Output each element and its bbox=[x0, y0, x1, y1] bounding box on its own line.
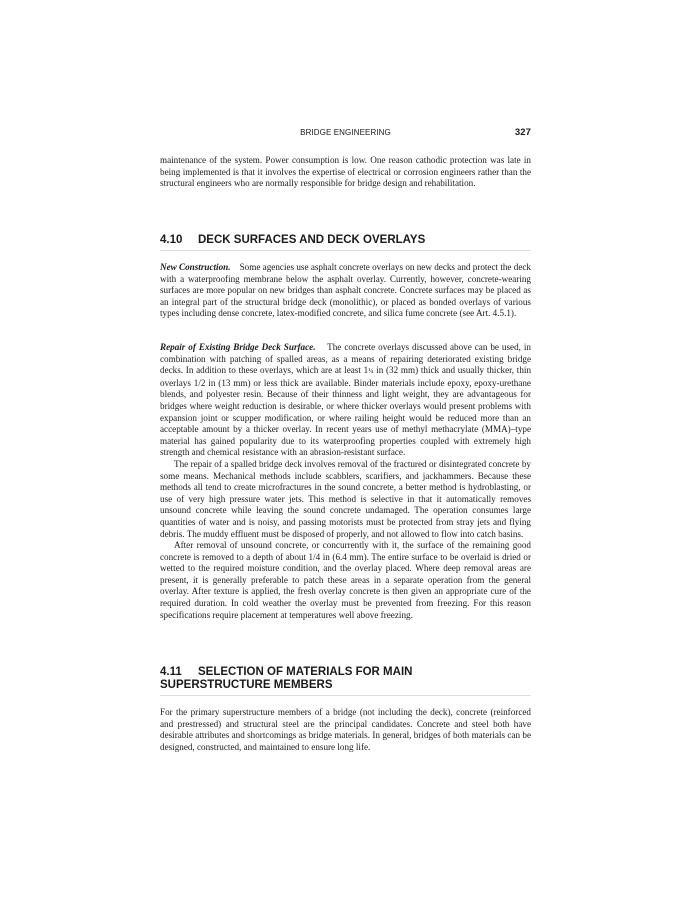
intro-paragraph: maintenance of the system. Power consumption is low. One reason cathodic protection was late in being implemented is that it involves the expertise of electrical or corrosion engineers rather than the structural engineers who are normally responsible for bridge design and rehabilitation. bbox=[160, 155, 531, 189]
page-number: 327 bbox=[514, 127, 531, 138]
repair-block bbox=[160, 342, 531, 621]
new-construction-paragraph bbox=[160, 262, 531, 320]
materials-paragraph: For the primary superstructure members of a bridge (not including the deck), concrete (reinforced and prestressed) and structural steel are the principal candidates. Concrete and steel both have desirable attributes and shortcomings as bridge materials. In general, bridges of both materials can be designed, constructed, and maintained to ensure long life. bbox=[160, 707, 531, 752]
section-number: 4.11 bbox=[160, 666, 182, 678]
section-heading-4-10 bbox=[160, 234, 531, 251]
repair-text-part-2: in (32 mm) thick and usually thicker, thin overlays 1/2 in (13 mm) or less thick are available. Binder materials include epoxy, epoxy-urethane blends, and polyester resin. Because of their thinness and light weight, they are advantageous for bridges where weight reduction is desirable, or where thicker overlays would present problems with expansion joint or scupper modification, or where railing height would be reduced more than an acceptable amount by a thicker overlay. In recent years use of methyl methacrylate (MMA)–type material has gained popularity due to its waterproofing properties coupled with extremely high strength and chemical resistance with an abrasion-resistant surface. bbox=[160, 365, 532, 458]
section-title-line-1: SELECTION OF MATERIALS FOR MAIN bbox=[198, 666, 413, 678]
repair-text-part-1: The concrete overlays discussed above can be used, in combination with patching of spalled areas, as a means of repairing deteriorated existing bridge decks. In addition to these overlays, which are at least 1 bbox=[160, 342, 531, 376]
running-title: BRIDGE ENGINEERING bbox=[300, 128, 391, 137]
runin-heading-repair: Repair of Existing Bridge Deck Surface. bbox=[160, 342, 316, 352]
repair-paragraph-1 bbox=[160, 342, 531, 459]
fraction-quarter: ¼ bbox=[368, 367, 374, 376]
new-construction-block bbox=[160, 262, 531, 320]
section-title-line-2: SUPERSTRUCTURE MEMBERS bbox=[160, 679, 333, 691]
runin-heading-new-construction: New Construction. bbox=[160, 262, 231, 272]
section-number: 4.10 bbox=[160, 234, 183, 246]
materials-block bbox=[160, 707, 531, 753]
section-title: DECK SURFACES AND DECK OVERLAYS bbox=[198, 234, 426, 246]
intro-text-block bbox=[160, 155, 531, 190]
section-heading-4-11 bbox=[160, 666, 531, 696]
repair-paragraph-3: After removal of unsound concrete, or concurrently with it, the surface of the remaining good concrete is removed to a depth of about 1/4 in (6.4 mm). The entire surface to be overlaid is dried or wetted to the required moisture condition, and the overlay placed. Where deep removal areas are present, it is generally preferable to patch these areas in a separate operation from the general overlay. After texture is applied, the fresh overlay concrete is then given an appropriate cure of the required duration. In cold weather the overlay must be prevented from freezing. For this reason specifications require placement at temperatures well above freezing. bbox=[160, 540, 531, 620]
new-construction-text: Some agencies use asphalt concrete overlays on new decks and protect the deck with a waterproofing membrane below the asphalt overlay. Currently, however, concrete-wearing surfaces are more popular on new bridges than asphalt concrete. Concrete surfaces may be placed as an integral part of the structural bridge deck (monolithic), or placed as bonded overlays of various types including dense concrete, latex-modified concrete, and silica fume concrete (see Art. 4.5.1). bbox=[160, 262, 531, 319]
running-header bbox=[160, 127, 531, 141]
repair-paragraph-2: The repair of a spalled bridge deck involves removal of the fractured or disintegrated concrete by some means. Mechanical methods include scabblers, scarifiers, and jackhammers. Because these methods all tend to create microfractures in the sound concrete, a better method is hydroblasting, or use of very high pressure water jets. This method is selective in that it automatically removes unsound concrete while leaving the sound concrete undamaged. The operation consumes large quantities of water and is noisy, and passing motorists must be protected from stray jets and flying debris. The muddy effluent must be disposed of properly, and not allowed to flow into catch basins. bbox=[160, 458, 531, 539]
